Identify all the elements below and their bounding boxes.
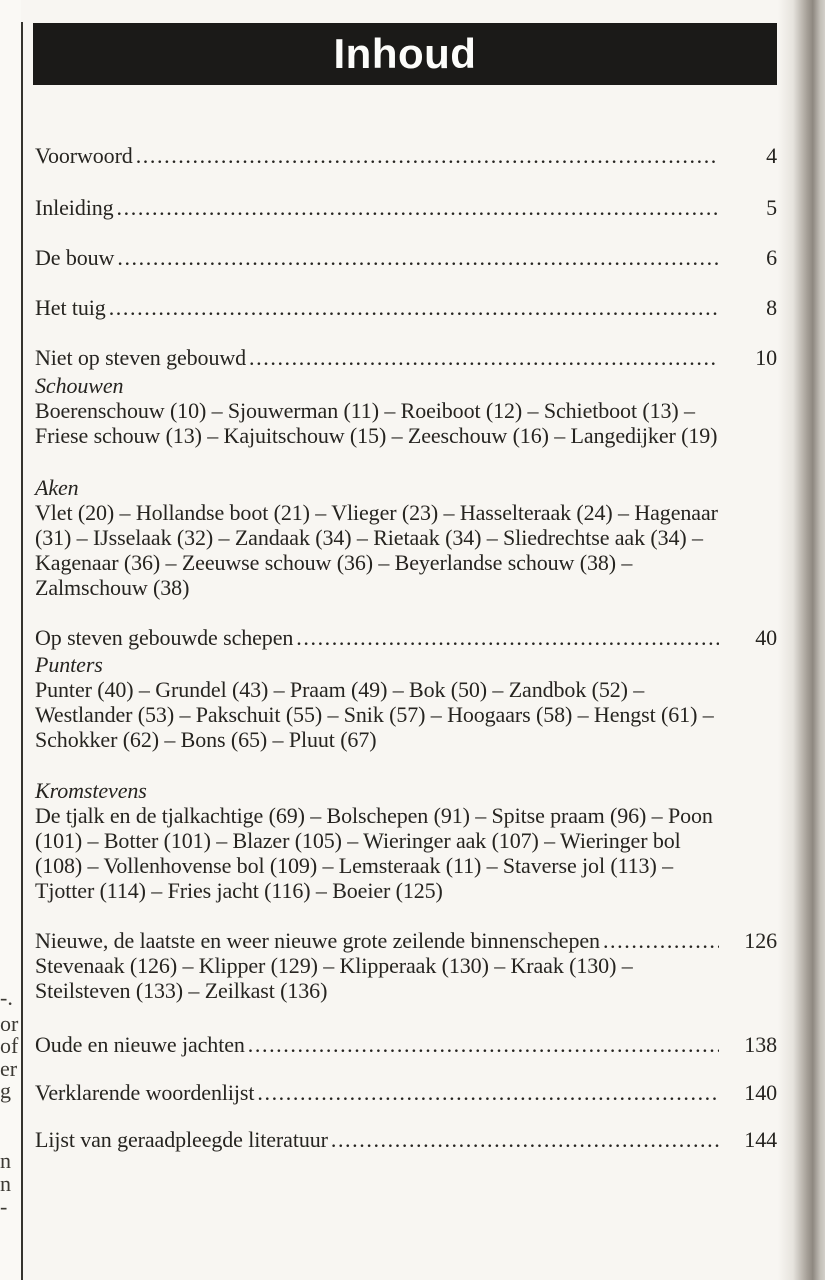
toc-entry [35,143,777,168]
toc-entry-label: Nieuwe, de laatste en weer nieuwe grote zeilende binnenschepen [35,928,600,953]
toc-entry [35,195,777,220]
toc-entry-label: Voorwoord [35,143,133,168]
dot-leader [296,625,719,650]
margin-text-fragment: er [0,1056,18,1081]
dot-leader [117,245,719,270]
toc-page-number: 138 [744,1032,777,1057]
toc-page-number: 140 [744,1080,777,1105]
toc-entry-label: Oude en nieuwe jachten [35,1032,245,1057]
toc-entry-label: Lijst van geraadpleegde literatuur [35,1127,328,1152]
toc-page-number: 5 [766,195,777,220]
dot-leader [117,195,719,220]
page-header [33,23,777,85]
toc-group-line: De tjalk en de tjalkachtige (69) – Bolschepen (91) – Spitse praam (96) – Poon [35,803,713,828]
dot-leader [331,1127,719,1152]
dot-leader [248,1032,719,1057]
toc-page-number: 10 [755,345,777,370]
toc-group-line: Vlet (20) – Hollandse boot (21) – Vlieger (23) – Hasselteraak (24) – Hagenaar [35,500,718,525]
toc-page-number: 144 [744,1127,777,1152]
toc-group-heading: Punters [35,652,103,677]
toc-entry [35,625,777,650]
toc-group-heading: Schouwen [35,373,124,398]
toc-group-line: Schokker (62) – Bons (65) – Pluut (67) [35,727,377,752]
toc-group-line: Steilsteven (133) – Zeilkast (136) [35,978,328,1003]
page-crease-line [21,22,23,1280]
toc-group-line: (108) – Vollenhovense bol (109) – Lemsteraak (11) – Staverse jol (113) – [35,853,673,878]
margin-text-fragment: n [0,1171,11,1196]
toc-group-line: Stevenaak (126) – Klipper (129) – Klipperaak (130) – Kraak (130) – [35,953,633,978]
margin-text-fragment: n [0,1148,11,1173]
toc-entry [35,245,777,270]
margin-text-fragment: - [0,1194,8,1219]
margin-text-fragment: g [0,1078,11,1103]
toc-group-line: Zalmschouw (38) [35,575,190,600]
margin-text-fragment: -. [0,985,13,1010]
toc-group-line: Kagenaar (36) – Zeeuwse schouw (36) – Beyerlandse schouw (38) – [35,550,633,575]
toc-group-line: Westlander (53) – Pakschuit (55) – Snik (57) – Hoogaars (58) – Hengst (61) – [35,702,714,727]
toc-entry-label: De bouw [35,245,115,270]
table-of-contents [35,85,777,1152]
toc-page-number: 6 [766,245,777,270]
toc-entry-label: Op steven gebouwde schepen [35,625,294,650]
dot-leader [136,143,719,168]
page-title: Inhoud [333,30,477,77]
toc-group-line: Boerenschouw (10) – Sjouwerman (11) – Roeiboot (12) – Schietboot (13) – [35,398,695,423]
margin-text-fragment: of [0,1033,19,1058]
toc-group-line: (101) – Botter (101) – Blazer (105) – Wieringer aak (107) – Wieringer bol [35,828,681,853]
dot-leader [603,928,719,953]
margin-text-fragment: or [0,1011,19,1036]
toc-entry-label: Inleiding [35,195,114,220]
toc-entry [35,928,777,953]
toc-page-number: 4 [766,143,777,168]
toc-group-line: Tjotter (114) – Fries jacht (116) – Boeier (125) [35,878,443,903]
toc-group-heading: Kromstevens [35,778,147,803]
toc-page-number: 40 [755,625,777,650]
toc-group-line: Punter (40) – Grundel (43) – Praam (49) – Bok (50) – Zandbok (52) – [35,677,645,702]
toc-page-number: 8 [766,295,777,320]
toc-entry-label: Het tuig [35,295,106,320]
toc-group-line: Friese schouw (13) – Kajuitschouw (15) – Zeeschouw (16) – Langedijker (19) [35,423,718,448]
toc-entry [35,1032,777,1057]
toc-entry [35,295,777,320]
toc-entry [35,345,777,370]
toc-entry [35,1080,777,1105]
dot-leader [109,295,719,320]
toc-page-number: 126 [744,928,777,953]
toc-entry [35,1127,777,1152]
toc-group-heading: Aken [35,475,79,500]
toc-entry-label: Verklarende woordenlijst [35,1080,255,1105]
toc-group-line: (31) – IJsselaak (32) – Zandaak (34) – Rietaak (34) – Sliedrechtse aak (34) – [35,525,703,550]
page-edge-shadow [778,0,825,1280]
toc-entry-label: Niet op steven gebouwd [35,345,247,370]
dot-leader [257,1080,719,1105]
dot-leader [249,345,719,370]
